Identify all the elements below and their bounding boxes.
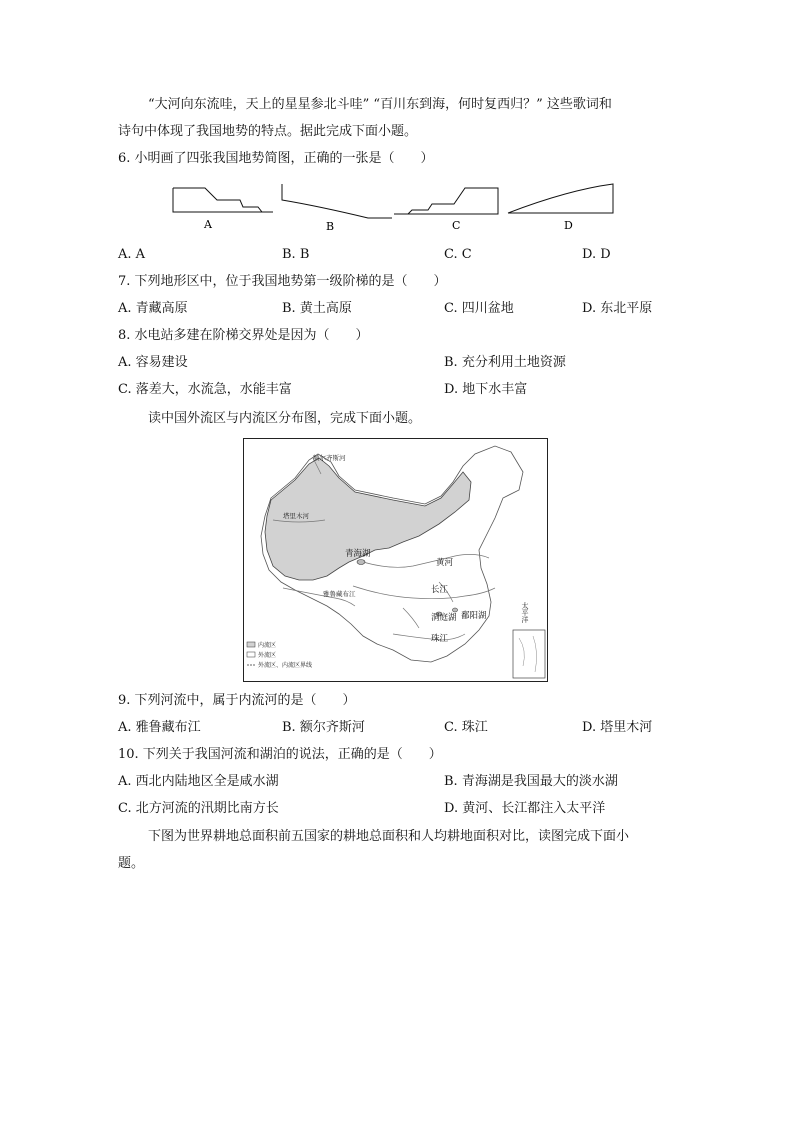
poyang-lake-shape	[453, 608, 458, 612]
terrain-diagram-a	[173, 188, 273, 212]
q7-option-d[interactable]: D. 东北平原	[582, 301, 653, 316]
label-pacific-ocean: 太平洋	[521, 602, 529, 623]
terrain-diagram-d	[508, 184, 613, 213]
q9-option-d[interactable]: D. 塔里木河	[582, 720, 653, 735]
south-china-sea-inset	[513, 630, 545, 678]
label-erqis-river: 额尔齐斯河	[313, 454, 346, 462]
chart-intro-line2: 题。	[118, 856, 145, 871]
question-9-stem: 9. 下列河流中，属于内流河的是（ ）	[118, 693, 356, 708]
legend-boundary-label: 外流区、内流区界线	[258, 662, 313, 669]
diagram-label-b: B	[326, 220, 335, 233]
label-dongting-lake: 洞庭湖	[431, 613, 457, 623]
label-qinghai-lake: 青海湖	[345, 549, 371, 559]
label-poyang-lake: 鄱阳湖	[461, 611, 487, 621]
legend-outflow-label: 外流区	[258, 652, 277, 659]
q6-option-c[interactable]: C. C	[444, 247, 472, 262]
terrain-diagram-b	[282, 184, 392, 218]
terrain-diagram-c	[394, 188, 498, 214]
label-changjiang: 长江	[431, 585, 449, 595]
q10-option-d[interactable]: D. 黄河、长江都注入太平洋	[444, 801, 606, 816]
map-intro: 读中国外流区与内流区分布图，完成下面小题。	[148, 411, 422, 426]
china-drainage-map	[243, 438, 548, 682]
legend-swatch-inland	[247, 642, 255, 647]
diagram-label-d: D	[564, 219, 573, 232]
label-huanghe: 黄河	[436, 558, 454, 568]
q8-option-a[interactable]: A. 容易建设	[118, 355, 188, 370]
q6-option-b[interactable]: B. B	[282, 247, 310, 262]
diagram-label-c: C	[452, 219, 461, 232]
terrain-diagrams	[168, 180, 618, 235]
q6-option-a[interactable]: A. A	[118, 247, 146, 262]
question-8-stem: 8. 水电站多建在阶梯交界处是因为（ ）	[118, 328, 369, 343]
qinghai-lake-shape	[357, 560, 365, 565]
q10-option-c[interactable]: C. 北方河流的汛期比南方长	[118, 801, 279, 816]
q10-option-b[interactable]: B. 青海湖是我国最大的淡水湖	[444, 774, 618, 789]
diagram-label-a: A	[204, 218, 212, 231]
q7-option-a[interactable]: A. 青藏高原	[118, 301, 188, 316]
q8-option-d[interactable]: D. 地下水丰富	[444, 382, 528, 397]
intro-paragraph-line2: 诗句中体现了我国地势的特点。据此完成下面小题。	[118, 124, 418, 139]
label-yarlung-river: 雅鲁藏布江	[323, 590, 356, 598]
q9-option-a[interactable]: A. 雅鲁藏布江	[118, 720, 201, 735]
legend-swatch-outflow	[247, 652, 255, 657]
q8-option-c[interactable]: C. 落差大，水流急，水能丰富	[118, 382, 292, 397]
q6-option-d[interactable]: D. D	[582, 247, 611, 262]
question-6-stem: 6. 小明画了四张我国地势简图，正确的一张是（ ）	[118, 151, 434, 166]
q7-option-b[interactable]: B. 黄土高原	[282, 301, 352, 316]
chart-intro-line1: 下图为世界耕地总面积前五国家的耕地总面积和人均耕地面积对比，读图完成下面小	[148, 829, 630, 844]
legend-inland-label: 内流区	[258, 642, 277, 649]
q9-option-c[interactable]: C. 珠江	[444, 720, 488, 735]
q8-option-b[interactable]: B. 充分利用土地资源	[444, 355, 566, 370]
q9-option-b[interactable]: B. 额尔齐斯河	[282, 720, 365, 735]
question-10-stem: 10. 下列关于我国河流和湖泊的说法，正确的是（ ）	[118, 747, 442, 762]
q10-option-a[interactable]: A. 西北内陆地区全是咸水湖	[118, 774, 279, 789]
intro-paragraph-line1: “大河向东流哇，天上的星星参北斗哇” “百川东到海，何时复西归？” 这些歌词和	[148, 97, 612, 112]
q7-option-c[interactable]: C. 四川盆地	[444, 301, 514, 316]
question-7-stem: 7. 下列地形区中，位于我国地势第一级阶梯的是（ ）	[118, 274, 447, 289]
label-tarim-river: 塔里木河	[283, 512, 309, 520]
label-zhujiang: 珠江	[431, 634, 449, 644]
